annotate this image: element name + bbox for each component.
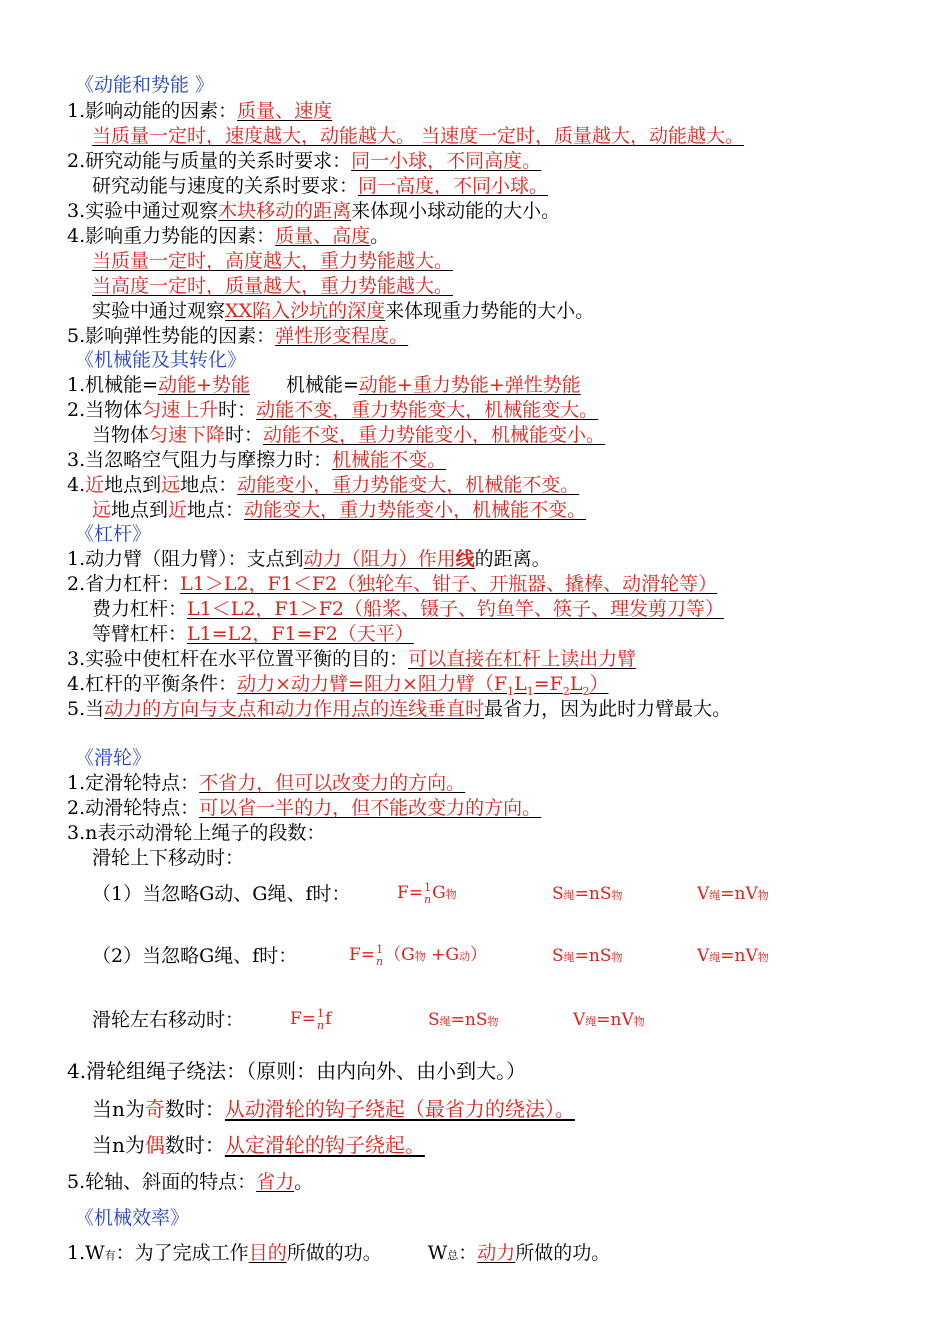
line-1-1: 1.影响动能的因素：质量、速度 [67,100,333,122]
line-1-2b: 研究动能与速度的关系时要求：同一高度，不同小球。 [92,175,549,197]
formula-row-3-distance: S绳=nS物 [428,1010,499,1030]
line-1-3: 3.实验中通过观察木块移动的距离来体现小球动能的大小。 [67,200,561,222]
line-4-2: 2.动滑轮特点：可以省一半的力，但不能改变力的方向。 [67,797,542,819]
formula-row-3-velocity: V绳=nV物 [573,1010,645,1030]
section-title-efficiency: 《机械效率》 [75,1207,190,1229]
line-1-4d: 实验中通过观察XX陷入沙坑的深度来体现重力势能的大小。 [92,300,595,322]
line-1-4-answer-1: 当质量一定时，高度越大，重力势能越大。 [92,250,454,272]
line-4-3a: 滑轮上下移动时： [92,847,245,869]
section-title-pulley: 《滑轮》 [75,747,152,769]
formula-row-3-force: F= 1 n f [290,1006,332,1032]
line-1-5: 5.影响弹性势能的因素：弹性形变程度。 [67,325,409,347]
line-2-1: 1.机械能=动能+势能 机械能=动能+重力势能+弹性势能 [67,374,581,396]
line-2-4b: 远地点到近地点：动能变大，重力势能变小，机械能不变。 [92,499,587,521]
line-4-4: 4.滑轮组绳子绕法：（原则：由内向外、由小到大。） [67,1059,527,1083]
line-3-2b: 费力杠杆：L1＜L2，F1＞F2（船桨、镊子、钓鱼竿、筷子、理发剪刀等） [92,598,724,620]
line-4-5: 5.轮轴、斜面的特点：省力。 [67,1171,314,1193]
line-2-3: 3.当忽略空气阻力与摩擦力时：机械能不变。 [67,449,447,471]
formula-row-1-force: F= 1 n G物 [397,880,457,906]
line-5-1: 1.W有：为了完成工作目的所做的功。 W总：动力所做的功。 [67,1242,611,1264]
line-1-1-answer: 当质量一定时，速度越大，动能越大。 当速度一定时，质量越大，动能越大。 [92,125,745,147]
section-title-mechanical-energy: 《机械能及其转化》 [75,349,247,371]
line-2-2: 2.当物体匀速上升时：动能不变，重力势能变大，机械能变大。 [67,399,599,421]
line-2-4: 4.近地点到远地点：动能变小，重力势能变大，机械能不变。 [67,474,580,496]
line-3-3: 3.实验中使杠杆在水平位置平衡的目的：可以直接在杠杆上读出力臂 [67,648,637,670]
line-1-4: 4.影响重力势能的因素：质量、高度。 [67,225,390,247]
line-3-5: 5.当动力的方向与支点和动力作用点的连线垂直时最省力，因为此时力臂最大。 [67,698,732,720]
formula-row-2-velocity: V绳=nV物 [697,946,769,966]
formula-row-1-velocity: V绳=nV物 [697,884,769,904]
formula-row-2-distance: S绳=nS物 [552,946,623,966]
formula-row-2-label: （2）当忽略G绳、f时： [92,945,298,967]
line-1-2: 2.研究动能与质量的关系时要求：同一小球，不同高度。 [67,150,542,172]
section-title-lever: 《杠杆》 [75,523,152,545]
formula-row-1-distance: S绳=nS物 [552,884,623,904]
formula-row-1-label: （1）当忽略G动、G绳、f时： [92,883,351,905]
fraction-1-over-n: 1 n [376,942,384,968]
fraction-1-over-n: 1 n [317,1006,325,1032]
line-3-2: 2.省力杠杆：L1＞L2，F1＜F2（独轮车、钳子、开瓶器、撬棒、动滑轮等） [67,573,718,595]
line-2-2b: 当物体匀速下降时：动能不变，重力势能变小，机械能变小。 [92,424,606,446]
section-title-kinetic-potential: 《动能和势能 》 [75,74,215,96]
formula-row-3-label: 滑轮左右移动时： [92,1009,245,1031]
line-1-4-answer-2: 当高度一定时，质量越大，重力势能越大。 [92,275,454,297]
line-3-4: 4.杠杆的平衡条件：动力×动力臂=阻力×阻力臂$(F_1L_1=F_2L_2)$ [67,673,609,698]
line-3-2c: 等臂杠杆：L1=L2，F1=F2（天平） [92,623,414,645]
formula-row-2-force: F= 1 n （G物 +G动） [349,942,487,968]
line-4-3: 3.n表示动滑轮上绳子的段数： [67,822,326,844]
line-4-4a: 当n为奇数时：从动滑轮的钩子绕起（最省力的绕法）。 [92,1097,575,1121]
fraction-1-over-n: 1 n [424,880,432,906]
line-3-1: 1.动力臂（阻力臂）：支点到动力（阻力）作用线的距离。 [67,548,551,570]
line-4-4b: 当n为偶数时：从定滑轮的钩子绕起。 [92,1133,425,1157]
line-4-1: 1.定滑轮特点：不省力，但可以改变力的方向。 [67,772,466,794]
